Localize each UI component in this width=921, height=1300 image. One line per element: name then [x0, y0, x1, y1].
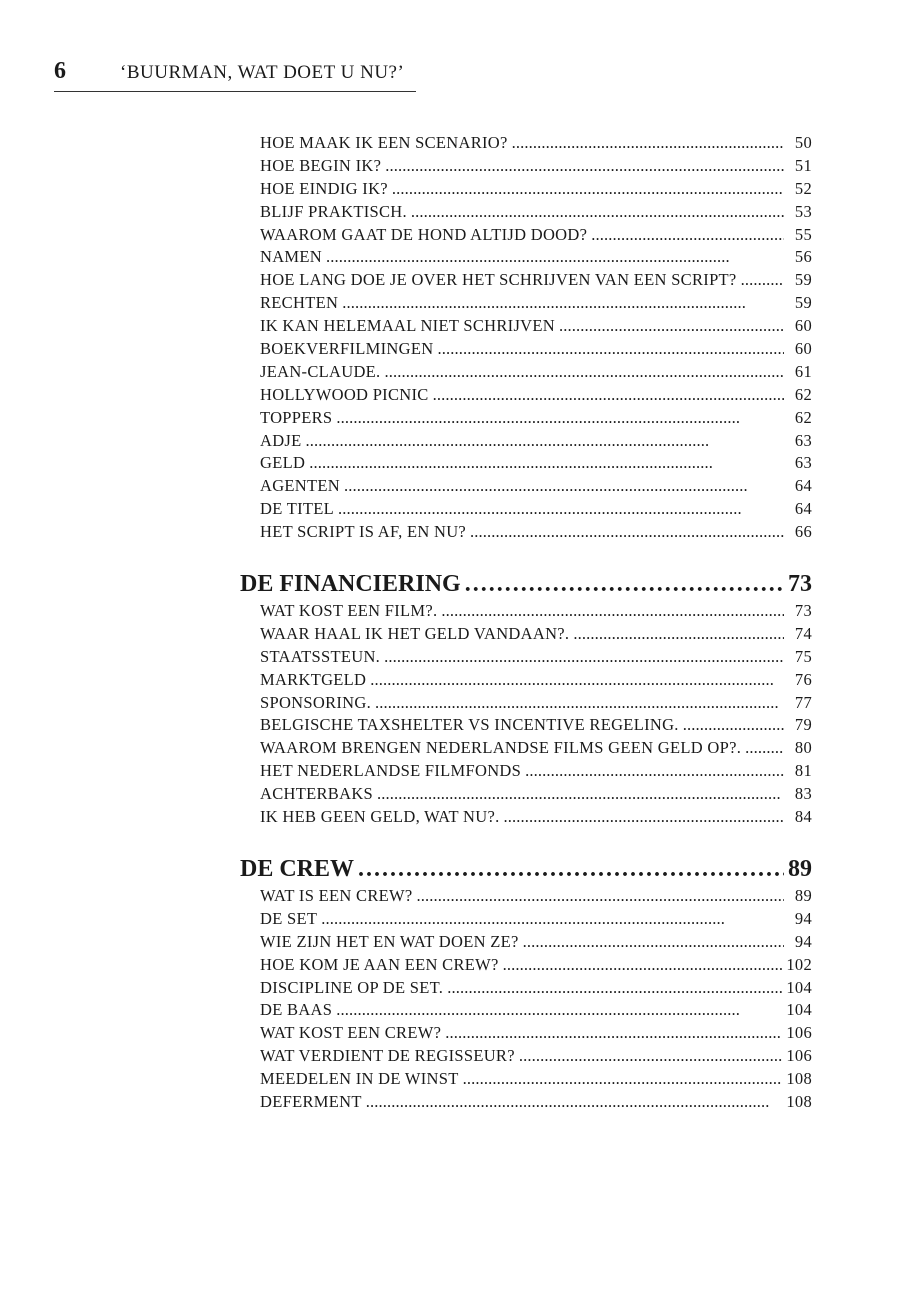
- toc-entry-page: 60: [794, 339, 812, 359]
- toc-entry-label: IK HEB GEEN GELD, WAT NU?.: [260, 807, 500, 827]
- dot-leader: [741, 269, 784, 292]
- toc-entry-label: WIE ZIJN HET EN WAT DOEN ZE?: [260, 931, 519, 951]
- toc-entry[interactable]: [260, 269, 812, 292]
- dot-leader: [342, 292, 784, 315]
- toc-entry[interactable]: [260, 1045, 812, 1068]
- toc-entry-label: DE SET: [260, 908, 318, 928]
- toc-entry-label: WAT KOST EEN FILM?.: [260, 601, 438, 621]
- dot-leader: [385, 155, 784, 178]
- toc-entry-label: GELD: [260, 453, 306, 473]
- dot-leader: [309, 452, 784, 475]
- toc-entry-page: 59: [794, 293, 812, 313]
- dot-leader: [377, 783, 784, 806]
- dot-leader: [375, 692, 784, 715]
- toc-entry[interactable]: [260, 361, 812, 384]
- toc-entry-page: 79: [794, 715, 812, 735]
- toc-entry-page: 62: [794, 407, 812, 427]
- toc-entry-label: HOE MAAK IK EEN SCENARIO?: [260, 133, 508, 152]
- toc-entry-page: 83: [794, 784, 812, 804]
- toc-entry[interactable]: [260, 954, 812, 977]
- dot-leader: [336, 999, 782, 1022]
- book-title: ‘BUURMAN, WAT DOET U NU?’: [120, 62, 405, 83]
- toc-entry-page: 53: [794, 201, 812, 221]
- toc-entry-page: 59: [794, 270, 812, 290]
- section-title: DE CREW: [240, 855, 355, 882]
- toc-entry[interactable]: [260, 224, 812, 247]
- dot-leader: [326, 246, 784, 269]
- dot-leader: [525, 760, 784, 783]
- toc-entry-page: 108: [786, 1069, 812, 1089]
- dot-leader: [573, 623, 784, 646]
- toc-entry[interactable]: [260, 669, 812, 692]
- toc-entry-page: 73: [794, 601, 812, 621]
- toc-entry-label: HOE KOM JE AAN EEN CREW?: [260, 954, 499, 974]
- dot-leader: [447, 977, 782, 1000]
- toc-entry-label: HOE EINDIG IK?: [260, 178, 388, 198]
- toc-entry-label: RECHTEN: [260, 293, 339, 313]
- toc-entry[interactable]: [260, 623, 812, 646]
- dot-leader: [336, 407, 784, 430]
- toc-entry-page: 108: [786, 1091, 812, 1111]
- toc-entry-page: 51: [794, 155, 812, 175]
- toc-entry-label: WAT KOST EEN CREW?: [260, 1023, 442, 1043]
- toc-entry[interactable]: [260, 475, 812, 498]
- section-heading[interactable]: [240, 853, 812, 885]
- toc-entry[interactable]: [260, 806, 812, 829]
- toc-entry-label: HOE BEGIN IK?: [260, 155, 382, 175]
- dot-leader: [338, 498, 784, 521]
- toc-entry[interactable]: [260, 1022, 812, 1045]
- toc-entry[interactable]: [260, 646, 812, 669]
- toc-entry[interactable]: [260, 521, 812, 544]
- toc-entry-label: WAAROM GAAT DE HOND ALTIJD DOOD?: [260, 224, 588, 244]
- dot-leader: [745, 737, 784, 760]
- toc-entry-label: HET SCRIPT IS AF, EN NU?: [260, 522, 467, 542]
- toc-entries: [240, 132, 812, 544]
- dot-leader: [392, 178, 784, 201]
- section-page: 73: [788, 571, 812, 598]
- toc-entry-page: 64: [794, 476, 812, 496]
- dot-leader: [344, 475, 784, 498]
- toc-entry[interactable]: [260, 1068, 812, 1091]
- toc-entry-page: 63: [794, 453, 812, 473]
- toc-entry-page: 75: [794, 646, 812, 666]
- toc-entry[interactable]: [260, 178, 812, 201]
- toc-entry-page: 66: [794, 522, 812, 542]
- toc-entry-label: SPONSORING.: [260, 692, 372, 712]
- toc-entries: [240, 885, 812, 1114]
- dot-leader: [306, 430, 784, 453]
- toc-entry-page: 55: [794, 224, 812, 244]
- dot-leader: [370, 669, 784, 692]
- toc-entry-page: 80: [794, 738, 812, 758]
- toc-entry[interactable]: [260, 760, 812, 783]
- dot-leader: [465, 568, 784, 600]
- dot-leader: [321, 908, 784, 931]
- toc-entry-label: DE TITEL: [260, 499, 335, 519]
- dot-leader: [463, 1068, 783, 1091]
- toc-entry-label: MARKTGELD: [260, 669, 367, 689]
- toc-entry[interactable]: [260, 407, 812, 430]
- dot-leader: [441, 600, 784, 623]
- toc-entry-label: BOEKVERFILMINGEN: [260, 339, 434, 359]
- toc-section-financiering: [240, 568, 812, 829]
- toc-entry-label: HET NEDERLANDSE FILMFONDS: [260, 761, 522, 781]
- dot-leader: [445, 1022, 782, 1045]
- toc-entry-page: 60: [794, 316, 812, 336]
- toc-entry-label: ACHTERBAKS: [260, 784, 374, 804]
- dot-leader: [433, 384, 784, 407]
- toc-entry-label: BLIJF PRAKTISCH.: [260, 201, 407, 221]
- dot-leader: [384, 361, 784, 384]
- toc-section-crew: [240, 853, 812, 1114]
- toc-entry[interactable]: [260, 246, 812, 269]
- toc-entry-label: ADJE: [260, 430, 302, 450]
- toc-entry[interactable]: [260, 292, 812, 315]
- toc-entry-page: 106: [786, 1023, 812, 1043]
- section-title: DE FINANCIERING: [240, 571, 461, 598]
- toc-entry[interactable]: [260, 155, 812, 178]
- toc-entry-label: NAMEN: [260, 247, 322, 267]
- page-number: 6: [54, 58, 66, 84]
- toc-entry-page: 106: [786, 1046, 812, 1066]
- toc-entry[interactable]: [260, 977, 812, 1000]
- toc-entry[interactable]: [260, 714, 812, 737]
- toc-entry[interactable]: [260, 931, 812, 954]
- dot-leader: [384, 646, 784, 669]
- toc-entry[interactable]: [260, 430, 812, 453]
- toc-entry-page: 84: [794, 807, 812, 827]
- toc-entry[interactable]: [260, 600, 812, 623]
- dot-leader: [504, 806, 784, 829]
- section-heading[interactable]: [240, 568, 812, 600]
- toc-entry-page: 104: [786, 1000, 812, 1020]
- toc-entry-label: HOE LANG DOE JE OVER HET SCHRIJVEN VAN EEN SCRIPT?: [260, 270, 737, 290]
- toc-entry-label: WAAR HAAL IK HET GELD VANDAAN?.: [260, 623, 570, 643]
- toc-entry-label: STAATSSTEUN.: [260, 646, 381, 666]
- toc-entry[interactable]: [260, 999, 812, 1022]
- section-page: 89: [788, 855, 812, 882]
- toc-entry-label: JEAN-CLAUDE.: [260, 361, 381, 381]
- toc-section-scenario: [240, 132, 812, 544]
- dot-leader: [503, 954, 783, 977]
- dot-leader: [358, 853, 784, 885]
- toc-entry-label: WAAROM BRENGEN NEDERLANDSE FILMS GEEN GELD OP?.: [260, 738, 742, 758]
- toc-entry-label: DEFERMENT: [260, 1091, 362, 1111]
- toc-entry[interactable]: [260, 908, 812, 931]
- dot-leader: [523, 931, 784, 954]
- toc-entry-page: 76: [794, 669, 812, 689]
- toc-entry-label: HOLLYWOOD PICNIC: [260, 384, 429, 404]
- toc-entry-page: 61: [794, 361, 812, 381]
- dot-leader: [470, 521, 784, 544]
- toc-entry-label: DISCIPLINE OP DE SET.: [260, 977, 444, 997]
- toc-entry-label: DE BAAS: [260, 1000, 333, 1020]
- toc-entry-label: AGENTEN: [260, 476, 340, 496]
- toc-entry[interactable]: [260, 315, 812, 338]
- toc-entry[interactable]: [260, 338, 812, 361]
- dot-leader: [519, 1045, 783, 1068]
- toc-entry-label: IK KAN HELEMAAL NIET SCHRIJVEN: [260, 316, 555, 336]
- toc-entry-label: MEEDELEN IN DE WINST: [260, 1069, 459, 1089]
- toc-entry-label: TOPPERS: [260, 407, 333, 427]
- dot-leader: [591, 224, 784, 247]
- toc-entry-page: 94: [794, 908, 812, 928]
- toc-entry-label: WAT VERDIENT DE REGISSEUR?: [260, 1046, 515, 1066]
- dot-leader: [512, 132, 784, 155]
- toc-entry-page: 77: [794, 692, 812, 712]
- toc-entry-page: 89: [794, 885, 812, 905]
- toc-entry-page: 102: [786, 954, 812, 974]
- toc-entry[interactable]: [260, 452, 812, 475]
- toc-entry-page: 50: [794, 133, 812, 152]
- toc-entry[interactable]: [260, 498, 812, 521]
- toc-entry-page: 52: [794, 178, 812, 198]
- dot-leader: [437, 338, 784, 361]
- toc-entry[interactable]: [260, 384, 812, 407]
- toc-entry-page: 63: [794, 430, 812, 450]
- toc-entry[interactable]: [260, 132, 812, 155]
- toc-entry-page: 64: [794, 499, 812, 519]
- dot-leader: [417, 885, 784, 908]
- dot-leader: [366, 1091, 783, 1114]
- toc-entry-page: 56: [794, 247, 812, 267]
- dot-leader: [683, 714, 784, 737]
- toc-entry-page: 62: [794, 384, 812, 404]
- table-of-contents: [240, 132, 812, 1138]
- running-head: [54, 58, 416, 92]
- dot-leader: [411, 201, 784, 224]
- toc-entry-page: 74: [794, 623, 812, 643]
- toc-entry[interactable]: [260, 1091, 812, 1114]
- toc-entry-page: 81: [794, 761, 812, 781]
- toc-entry[interactable]: [260, 885, 812, 908]
- toc-entry-page: 104: [786, 977, 812, 997]
- toc-entry[interactable]: [260, 783, 812, 806]
- toc-entry-label: WAT IS EEN CREW?: [260, 885, 413, 905]
- toc-entry-page: 94: [794, 931, 812, 951]
- toc-entry[interactable]: [260, 201, 812, 224]
- toc-entry[interactable]: [260, 737, 812, 760]
- dot-leader: [559, 315, 784, 338]
- toc-entries: [240, 600, 812, 829]
- toc-entry-label: BELGISCHE TAXSHELTER VS INCENTIVE REGELING.: [260, 715, 679, 735]
- toc-entry[interactable]: [260, 692, 812, 715]
